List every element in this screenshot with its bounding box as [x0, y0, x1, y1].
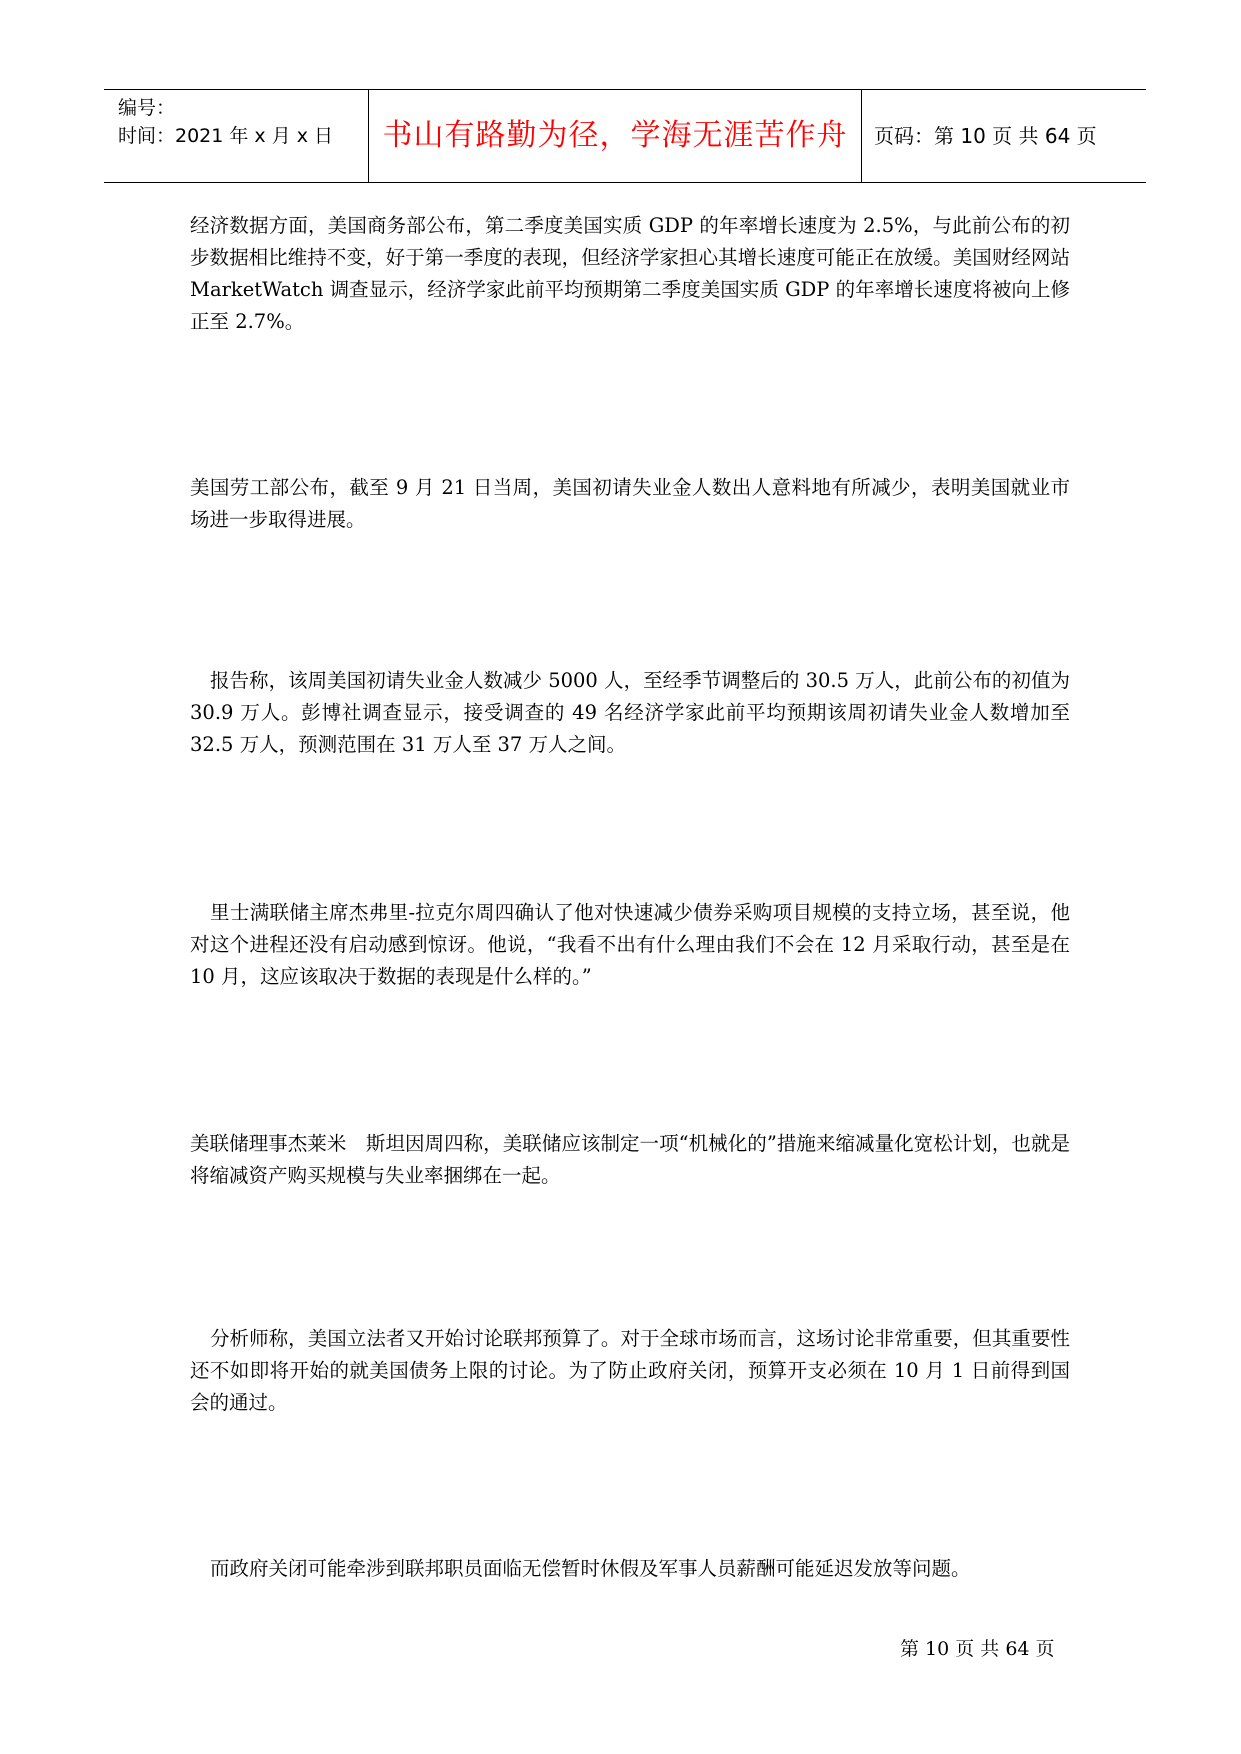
paragraph-jobless-claims: 美国劳工部公布，截至 9 月 21 日当周，美国初请失业金人数出人意料地有所减少，表明美国就业市场进一步取得进展。	[190, 476, 1070, 531]
document-number-label: 编号：	[118, 97, 176, 119]
header-page-info: 页码：第 10 页 共 64 页	[874, 124, 1097, 148]
header-motto: 书山有路勤为径，学海无涯苦作舟	[382, 118, 848, 153]
paragraph-report: 报告称，该周美国初请失业金人数减少 5000 人，至经季节调整后的 30.5 万人，此前公布的初值为 30.9 万人。彭博社调查显示，接受调查的 49 名经济学家此前平均预期该周初请失业金人数增加至 32.5 万人，预测范围在 31 万人至 37 万人之间。	[190, 669, 1070, 756]
header-meta	[118, 94, 333, 150]
page-header	[104, 89, 1146, 183]
page-footer: 第 10 页 共 64 页	[900, 1638, 1055, 1660]
header-divider-right	[861, 90, 862, 182]
paragraph-lacker: 里士满联储主席杰弗里-拉克尔周四确认了他对快速减少债券采购项目规模的支持立场，甚至说，他对这个进程还没有启动感到惊讶。他说，“我看不出有什么理由我们不会在 12 月采取行动，甚至是在 10 月，这应该取决于数据的表现是什么样的。”	[190, 901, 1070, 988]
paragraph-shutdown: 而政府关闭可能牵涉到联邦职员面临无偿暂时休假及军事人员薪酬可能延迟发放等问题。	[210, 1557, 971, 1580]
paragraph-stein: 美联储理事杰莱米 斯坦因周四称，美联储应该制定一项“机械化的”措施来缩减量化宽松计划，也就是将缩减资产购买规模与失业率捆绑在一起。	[190, 1132, 1070, 1187]
paragraph-gdp: 经济数据方面，美国商务部公布，第二季度美国实质 GDP 的年率增长速度为 2.5%，与此前公布的初步数据相比维持不变，好于第一季度的表现，但经济学家担心其增长速度可能正在放缓。美国财经网站 MarketWatch 调查显示，经济学家此前平均预期第二季度美国实质 GDP 的年率增长速度将被向上修正至 2.7%。	[190, 214, 1070, 333]
header-divider-left	[368, 90, 369, 182]
document-time: 时间：2021 年 x 月 x 日	[118, 125, 334, 147]
paragraph-budget: 分析师称，美国立法者又开始讨论联邦预算了。对于全球市场而言，这场讨论非常重要，但其重要性还不如即将开始的就美国债务上限的讨论。为了防止政府关闭，预算开支必须在 10 月 1 日前得到国会的通过。	[190, 1327, 1070, 1414]
